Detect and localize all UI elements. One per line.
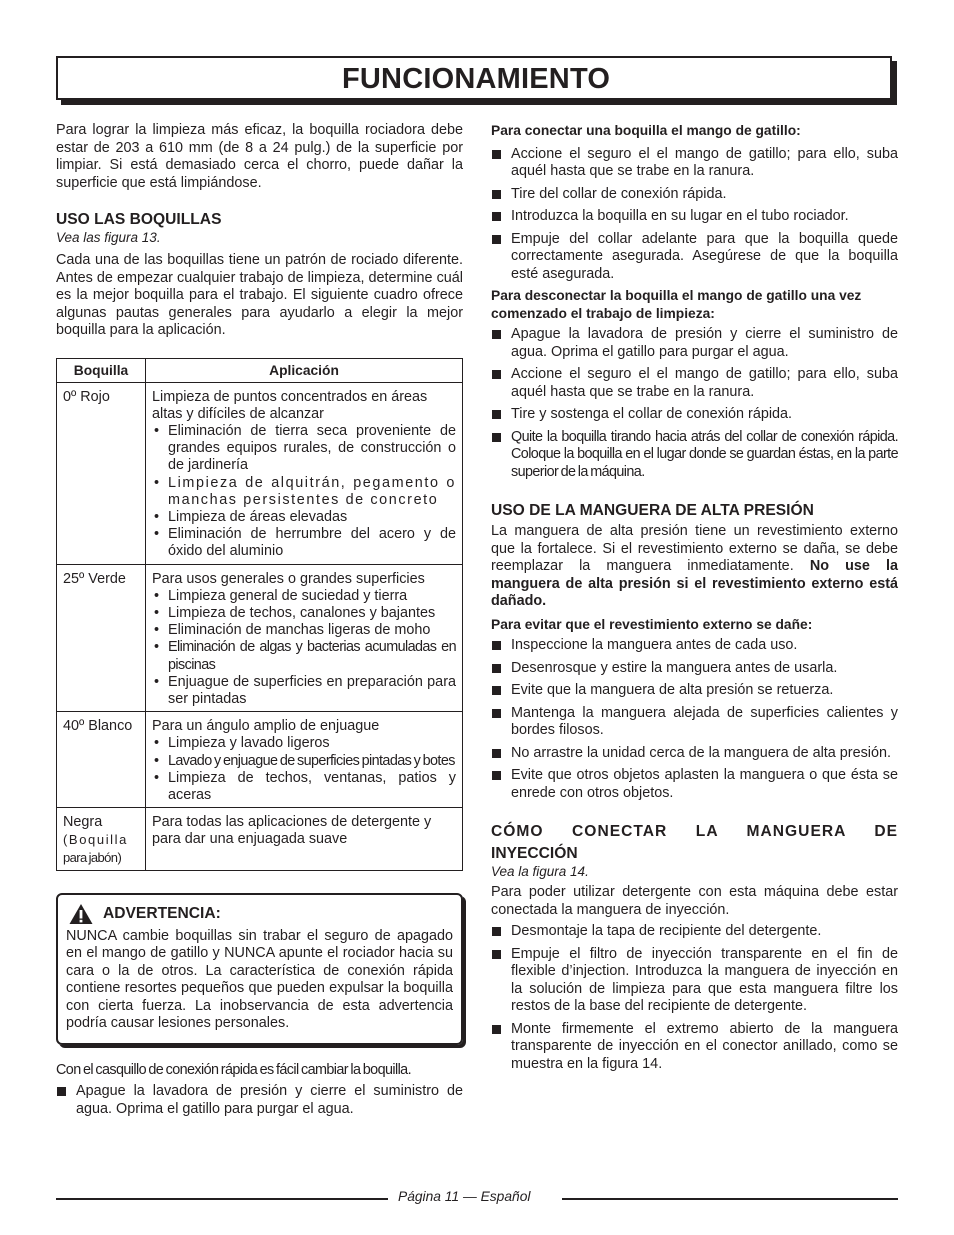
- list-item: • Limpieza general de suciedad y tierra: [152, 588, 456, 605]
- warning-box: [56, 893, 463, 1045]
- figure-14-reference: Vea la figura 14.: [491, 864, 589, 879]
- application-lead: Para todas las aplicaciones de detergente y para dar una enjuagada suave: [152, 814, 432, 848]
- list-item: Monte firmemente el extremo abierto de la manguera transparente de inyección en el conector anillado, como se muestra en la figura 14.: [491, 1021, 898, 1074]
- application-cell: [146, 564, 463, 712]
- list-item: Quite la boquilla tirando hacia atrás del collar de conexión rápida. Coloque la boquilla en el lugar donde se guardan éstas, en la parte superior de la máquina.: [491, 429, 898, 482]
- injection-hose-heading: CÓMO CONECTAR LA MANGUERA DE: [491, 823, 898, 840]
- intro-paragraph: Para lograr la limpieza más eficaz, la boquilla rociadora debe estar de 203 a 610 mm (de 8 a 24 pulg.) de la superficie por limpiar. Si está demasiado cerca el chorro, puede dañar la superficie que está limpiándose.: [56, 122, 463, 191]
- application-lead: Limpieza de puntos concentrados en áreas altas y difíciles de alcanzar: [152, 388, 428, 422]
- right-column: [491, 122, 898, 1073]
- page-footer: Página 11 — Español: [398, 1189, 531, 1204]
- application-lead: Para un ángulo amplio de enjuague: [152, 718, 380, 735]
- list-item: Tire del collar de conexión rápida.: [491, 186, 898, 204]
- nozzle-table: [56, 358, 463, 871]
- high-pressure-hose-heading: USO DE LA MANGUERA DE ALTA PRESIÓN: [491, 502, 814, 519]
- section-title-box: [56, 56, 892, 100]
- list-item: • Eliminación de algas y bacterias acumuladas en piscinas: [152, 639, 456, 673]
- quick-change-text: Con el casquillo de conexión rápida es fácil cambiar la boquilla.: [56, 1061, 411, 1078]
- list-item: • Eliminación de herrumbre del acero y de óxido del aluminio: [152, 526, 456, 560]
- nozzle-cell: 40º Blanco: [57, 712, 146, 808]
- application-cell: [146, 382, 463, 564]
- list-item: Apague la lavadora de presión y cierre el suministro de agua. Oprima el gatillo para purgar el agua.: [56, 1083, 463, 1118]
- application-lead: Para usos generales o grandes superficies: [152, 570, 425, 587]
- page-title: FUNCIONAMIENTO: [342, 63, 611, 95]
- list-item: Empuje el filtro de inyección transparente en el fin de flexible d’injection. Introduzca la manguera de inyección en la solución de limpieza para que esta manguera filtre los restos de la base del recipiente de detergente.: [491, 946, 898, 1016]
- table-row: [57, 382, 463, 564]
- list-item: Mantenga la manguera alejada de superficies calientes y bordes filosos.: [491, 705, 898, 740]
- table-row: [57, 564, 463, 712]
- list-item: Introduzca la boquilla en su lugar en el tubo rociador.: [491, 208, 898, 226]
- list-item: Evite que otros objetos aplasten la manguera o que ésta se enrede con otros objetos.: [491, 767, 898, 802]
- nozzle-cell: 0º Rojo: [57, 382, 146, 564]
- application-list: [152, 423, 456, 561]
- nozzle-subtitle: para jabón): [63, 849, 122, 865]
- application-list: [152, 735, 456, 804]
- figure-13-reference: Vea las figura 13.: [56, 230, 161, 245]
- application-list: [152, 588, 456, 708]
- warning-header: [66, 903, 453, 925]
- list-item: • Limpieza de techos, canalones y bajantes: [152, 605, 456, 622]
- injection-hose-list: [491, 923, 898, 1073]
- list-item: • Enjuague de superficies en preparación para ser pintadas: [152, 674, 456, 708]
- connect-nozzle-lead: Para conectar una boquilla el mango de gatillo:: [491, 123, 801, 138]
- warning-triangle-icon: [69, 903, 93, 925]
- warning-text: NUNCA cambie boquillas sin trabar el seguro de apagado en el mango de gatillo y NUNCA apunte el rociador hacia su cara o la de otros. La característica de conexión rápida contiene resortes pequeños que pueden expulsar la boquilla con cierta fuerza. La inobservancia de esta advertencia podría causar lesiones personales.: [66, 927, 453, 1032]
- nozzle-cell: [57, 808, 146, 871]
- list-item: Inspeccione la manguera antes de cada uso.: [491, 637, 898, 655]
- column-header-aplicacion: Aplicación: [146, 358, 463, 382]
- table-header-row: [57, 358, 463, 382]
- list-item: • Eliminación de manchas ligeras de moho: [152, 622, 456, 639]
- list-item: • Eliminación de tierra seca proveniente de grandes equipos rurales, de construcción o de jardinería: [152, 423, 456, 475]
- uso-boquillas-heading: USO LAS BOQUILLAS: [56, 211, 222, 228]
- quick-change-list: [56, 1083, 463, 1118]
- high-pressure-hose-paragraph: [491, 523, 898, 611]
- column-header-boquilla: Boquilla: [57, 358, 146, 382]
- list-item: • Limpieza de techos, ventanas, patios y aceras: [152, 770, 456, 804]
- list-item: • Limpieza y lavado ligeros: [152, 735, 456, 752]
- list-item: Evite que la manguera de alta presión se retuerza.: [491, 682, 898, 700]
- application-cell: [146, 808, 463, 871]
- left-column: [56, 122, 463, 1118]
- uso-boquillas-paragraph: Cada una de las boquillas tiene un patrón de rociado diferente. Antes de empezar cualquier trabajo de limpieza, determine cuál es la mejor boquilla para el trabajo. El siguiente cuadro ofrece algunas pautas generales para ayudarlo a elegir la mejor boquilla para la aplicación.: [56, 252, 463, 338]
- table-row: [57, 712, 463, 808]
- nozzle-subtitle: (Boquilla: [63, 832, 128, 848]
- list-item: Desmontaje la tapa de recipiente del detergente.: [491, 923, 898, 941]
- hose-paragraph-text: La manguera de alta presión tiene un revestimiento externo que la fortalece. Si el revestimiento externo se daña, se debe reemplazar la manguera inmediatamente.: [491, 523, 898, 574]
- avoid-damage-lead: Para evitar que el revestimiento externo se dañe:: [491, 616, 813, 632]
- nozzle-cell: 25º Verde: [57, 564, 146, 712]
- injection-hose-paragraph: Para poder utilizar detergente con esta máquina debe estar conectada la manguera de inyección.: [491, 884, 898, 918]
- connect-nozzle-list: [491, 146, 898, 284]
- footer-rule-left: [56, 1198, 388, 1200]
- list-item: • Limpieza de áreas elevadas: [152, 509, 456, 526]
- list-item: Desenrosque y estire la manguera antes de usarla.: [491, 660, 898, 678]
- avoid-damage-list: [491, 637, 898, 802]
- table-row: [57, 808, 463, 871]
- list-item: Apague la lavadora de presión y cierre el suministro de agua. Oprima el gatillo para purgar el agua.: [491, 326, 898, 361]
- warning-title: ADVERTENCIA:: [103, 905, 221, 923]
- list-item: Tire y sostenga el collar de conexión rápida.: [491, 406, 898, 424]
- nozzle-name: Negra: [63, 814, 103, 831]
- application-cell: [146, 712, 463, 808]
- disconnect-nozzle-list: [491, 326, 898, 481]
- list-item: Empuje del collar adelante para que la boquilla quede correctamente asegurada. Asegúrese de que la boquilla esté asegurada.: [491, 231, 898, 284]
- list-item: • Limpieza de alquitrán, pegamento o manchas persistentes de concreto: [152, 475, 456, 509]
- footer-rule-right: [562, 1198, 898, 1200]
- disconnect-nozzle-lead: Para desconectar la boquilla el mango de gatillo una vez comenzado el trabajo de limpieza:: [491, 288, 862, 321]
- injection-hose-heading-cont: INYECCIÓN: [491, 845, 578, 862]
- list-item: No arrastre la unidad cerca de la manguera de alta presión.: [491, 745, 898, 763]
- list-item: Accione el seguro el el mango de gatillo; para ello, suba aquél hasta que se trabe en la ranura.: [491, 366, 898, 401]
- list-item: • Lavado y enjuague de superficies pintadas y botes: [152, 753, 456, 770]
- hose-paragraph-bold: No use la manguera de alta presión si el revestimiento externo está dañado.: [491, 558, 899, 609]
- list-item: Accione el seguro el el mango de gatillo; para ello, suba aquél hasta que se trabe en la ranura.: [491, 146, 898, 181]
